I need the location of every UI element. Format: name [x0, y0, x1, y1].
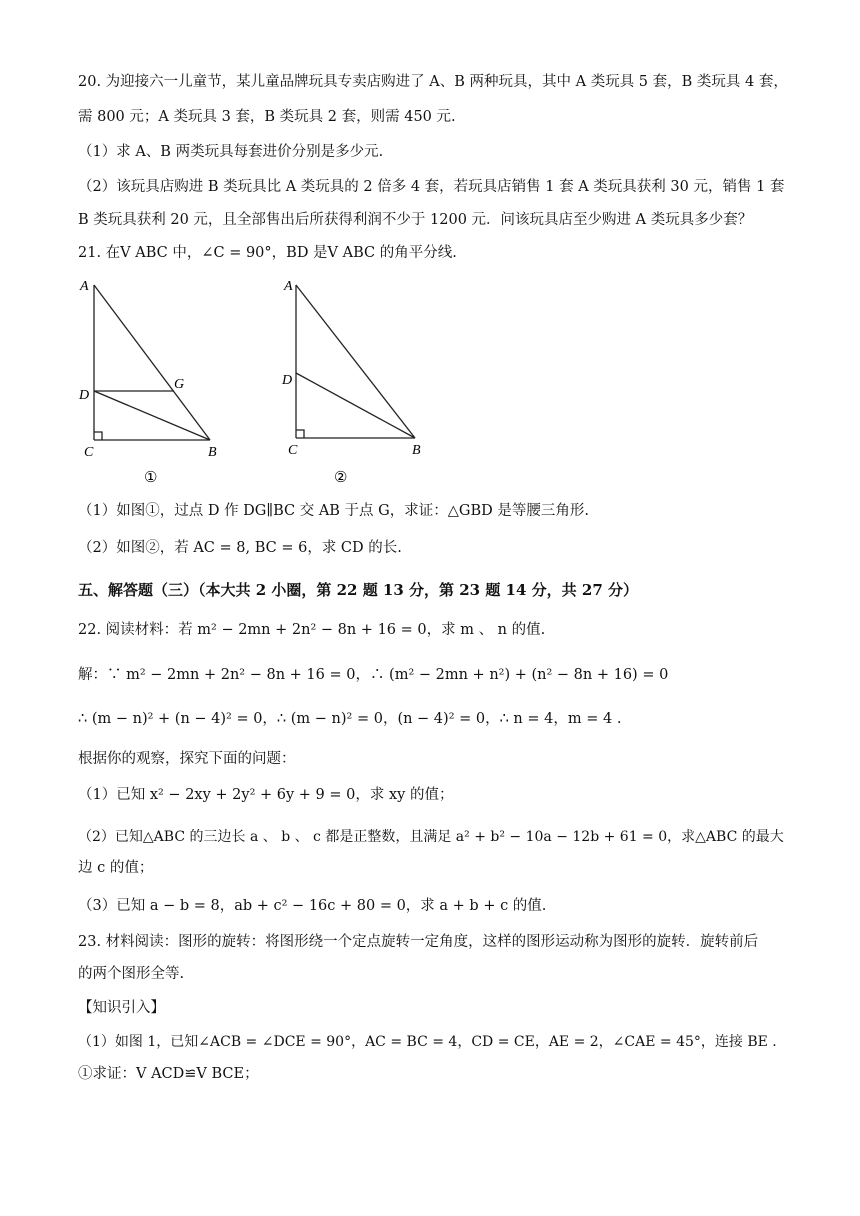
q21-stem: 21. 在V ABC 中，∠C = 90°，BD 是V ABC 的角平分线.: [78, 245, 457, 261]
fig1-right-angle-mark: [94, 432, 102, 440]
q23-part1: （1）如图 1，已知∠ACB = ∠DCE = 90°，AC = BC = 4，CD = CE，AE = 2，∠CAE = 45°，连接 BE .: [78, 1034, 777, 1050]
fig2-label-d: D: [282, 373, 293, 388]
q23-part1a: ①求证：V ACD≌V BCE；: [78, 1066, 259, 1082]
q22-part1: （1）已知 x² − 2xy + 2y² + 6y + 9 = 0，求 xy 的值；: [78, 787, 454, 803]
q21-part2: （2）如图②，若 AC = 8, BC = 6，求 CD 的长.: [78, 540, 402, 556]
q22-part2b: 边 c 的值；: [78, 860, 154, 876]
q22-stem: 22. 阅读材料：若 m² − 2mn + 2n² − 8n + 16 = 0，求 m 、 n 的值.: [78, 622, 546, 638]
fig1-caption: ①: [144, 470, 158, 486]
section-5-heading: 五、解答题（三）（本大共 2 小圈，第 22 题 13 分，第 23 题 14 分，共 27 分）: [78, 581, 638, 599]
fig2-side-ab: [296, 285, 415, 438]
q23-line1: 23. 材料阅读：图形的旋转：将图形绕一个定点旋转一定角度，这样的图形运动称为图形的旋转．旋转前后: [78, 934, 759, 950]
fig2-right-angle-mark: [296, 430, 304, 438]
figure-2: [276, 270, 436, 495]
figure-1: [70, 270, 230, 495]
q20-part2a: （2）该玩具店购进 B 类玩具比 A 类玩具的 2 倍多 4 套，若玩具店销售 1 套 A 类玩具获利 30 元，销售 1 套: [78, 179, 785, 195]
fig1-label-d: D: [79, 388, 90, 403]
fig2-segment-db: [296, 373, 415, 438]
fig1-label-b: B: [208, 445, 217, 460]
q21-part1: （1）如图①，过点 D 作 DG∥BC 交 AB 于点 G，求证：△GBD 是等腰三角形.: [78, 503, 589, 519]
q22-part2a: （2）已知△ABC 的三边长 a 、 b 、 c 都是正整数，且满足 a² + b² − 10a − 12b + 61 = 0，求△ABC 的最大: [78, 829, 784, 845]
q22-observe: 根据你的观察，探究下面的问题：: [78, 751, 296, 767]
q23-line2: 的两个图形全等.: [78, 966, 185, 982]
q20-line2: 需 800 元；A 类玩具 3 套，B 类玩具 2 套，则需 450 元.: [78, 109, 456, 125]
fig2-label-b: B: [412, 443, 421, 458]
q22-solution-2: ∴ (m − n)² + (n − 4)² = 0，∴ (m − n)² = 0，(n − 4)² = 0，∴ n = 4，m = 4 .: [78, 711, 622, 727]
fig2-label-c: C: [288, 443, 298, 458]
q22-solution-1: 解：∵ m² − 2mn + 2n² − 8n + 16 = 0，∴ (m² − 2mn + n²) + (n² − 8n + 16) = 0: [78, 667, 669, 683]
q20-line1: 20. 为迎接六一儿童节，某儿童品牌玩具专卖店购进了 A、B 两种玩具，其中 A 类玩具 5 套，B 类玩具 4 套，: [78, 74, 788, 90]
fig1-label-g: G: [174, 377, 185, 392]
q20-part1: （1）求 A、B 两类玩具每套进价分别是多少元.: [78, 144, 384, 160]
fig2-caption: ②: [334, 470, 348, 486]
fig1-segment-db: [94, 391, 210, 440]
fig1-label-a: A: [80, 279, 89, 294]
fig1-label-c: C: [84, 445, 94, 460]
q22-part3: （3）已知 a − b = 8，ab + c² − 16c + 80 = 0，求 a + b + c 的值.: [78, 898, 547, 914]
fig2-label-a: A: [284, 279, 293, 294]
fig1-side-ab: [94, 285, 210, 440]
q23-knowledge-heading: 【知识引入】: [78, 1000, 165, 1016]
q20-part2b: B 类玩具获利 20 元，且全部售出后所获得利润不少于 1200 元．问该玩具店至少购进 A 类玩具多少套？: [78, 212, 753, 228]
